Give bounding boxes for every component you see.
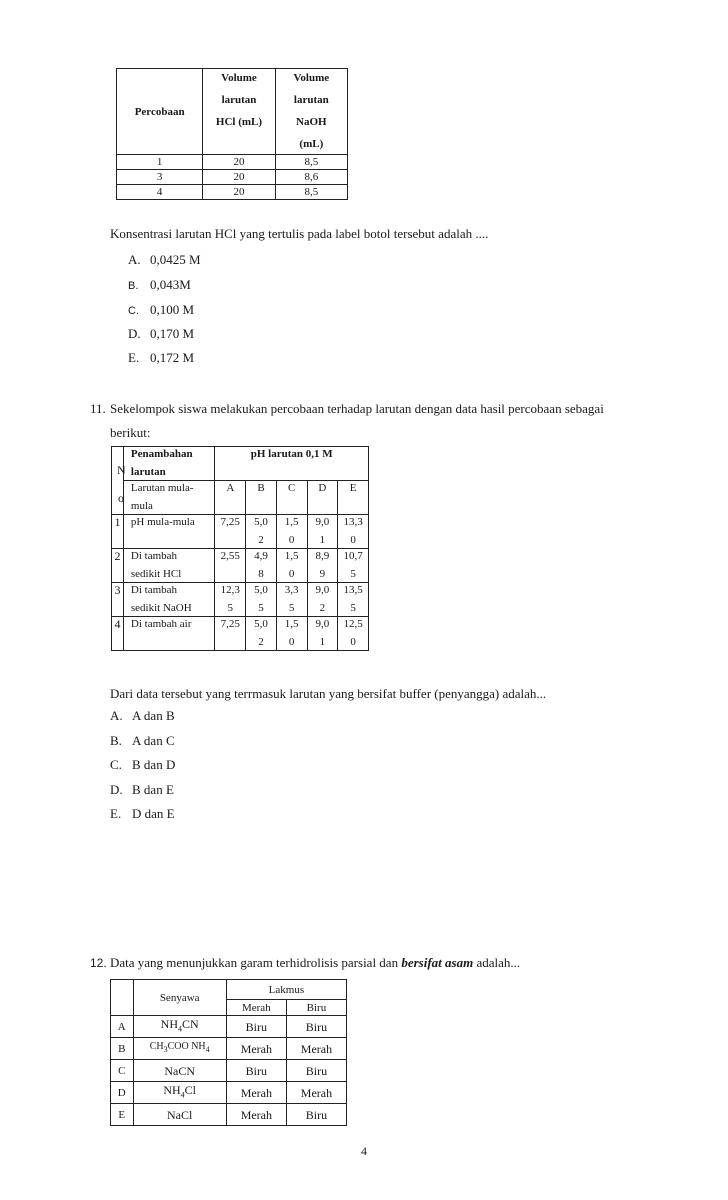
f-sub: 3 [163, 1045, 168, 1054]
subheader-first [123, 481, 215, 515]
table-row [111, 1082, 347, 1104]
q11-option-b[interactable] [110, 733, 175, 749]
blank-header [111, 980, 134, 1016]
col-c: C [276, 481, 307, 515]
cell-d-1: 9,0 [315, 584, 330, 596]
q11-option-e[interactable] [110, 806, 175, 822]
q10-option-c[interactable] [128, 302, 194, 318]
row-senyawa [133, 1016, 226, 1038]
header-ph [215, 447, 369, 481]
header-merah: Merah [226, 1000, 286, 1016]
cell-b-1: 5,0 [254, 584, 268, 596]
cell-a-1: 2,55 [220, 550, 240, 562]
table-row [112, 515, 369, 549]
header-percobaan [117, 69, 203, 155]
table-row [111, 1038, 347, 1060]
cell-d [307, 515, 338, 549]
option-text: A dan C [132, 733, 175, 748]
cell-d [307, 549, 338, 583]
cell-b-1: 4,9 [254, 550, 268, 562]
header-biru: Biru [286, 1000, 346, 1016]
cell-c-1: 3,3 [284, 584, 299, 596]
header-no-2: o [118, 491, 124, 505]
cell-b-2: 8 [258, 568, 264, 580]
option-text: D dan E [132, 806, 175, 821]
table-row [117, 185, 348, 200]
hcl-line-3: HCl (mL) [215, 116, 263, 128]
header-no-1: N [117, 463, 126, 477]
cell-a-2: 5 [227, 602, 234, 614]
cell-e [338, 549, 369, 583]
f-rest: CN [182, 1016, 199, 1031]
table-row [112, 583, 369, 617]
col-a: A [215, 481, 246, 515]
q12-text-emph: bersifat asam [401, 955, 474, 970]
option-letter: C. [128, 305, 139, 317]
row-senyawa [133, 1060, 226, 1082]
hcl-line-2: larutan [221, 94, 257, 106]
cell-naoh: 8,6 [275, 170, 347, 185]
cell-c-1: 1,5 [284, 618, 299, 630]
header-naoh [275, 69, 347, 155]
row-letter: E [111, 1104, 134, 1126]
f-sub2: 4 [205, 1045, 210, 1054]
cell-c-2: 0 [288, 568, 295, 580]
table-row [111, 1104, 347, 1126]
row-biru: Biru [286, 1060, 346, 1082]
cell-c-1: 1,5 [284, 550, 299, 562]
q11-line-1: Sekelompok siswa melakukan percobaan terhadap larutan dengan data hasil percobaan sebagai [110, 401, 604, 416]
table-row [111, 1060, 347, 1082]
header-percobaan-label: Percobaan [134, 105, 185, 118]
cell-d-2: 1 [319, 534, 326, 546]
sub-first-2: mula [130, 500, 153, 512]
cell-c-1: 1,5 [284, 516, 299, 528]
cell-a-1: 7,25 [220, 516, 240, 528]
cell-e-2: 0 [350, 534, 356, 546]
cell-b-1: 5,0 [254, 618, 268, 630]
cell-e-1: 13,5 [343, 584, 363, 596]
row-biru: Merah [286, 1082, 346, 1104]
naoh-line-3: NaOH [296, 116, 327, 128]
q10-question: Konsentrasi larutan HCl yang tertulis pada label botol tersebut adalah .... [110, 226, 489, 241]
row-letter: C [111, 1060, 134, 1082]
row-merah: Merah [226, 1104, 286, 1126]
option-letter: B. [110, 733, 122, 748]
cell-d-1: 9,0 [315, 516, 330, 528]
header-senyawa: Senyawa [133, 980, 226, 1016]
q12-number: 12. [90, 956, 107, 970]
cell-e [338, 583, 369, 617]
q10-option-e[interactable] [128, 350, 194, 366]
lakmus-table [110, 979, 347, 1126]
cell-e-1: 10,7 [343, 550, 363, 562]
row-label [123, 583, 215, 617]
cell-e-1: 13,3 [343, 516, 363, 528]
cell-b [246, 549, 277, 583]
row-label [123, 515, 215, 549]
cell-b-2: 2 [258, 534, 264, 546]
option-text: A dan B [132, 708, 175, 723]
q12-text-before: Data yang menunjukkan garam terhidrolisis parsial dan [110, 955, 402, 970]
row-label [123, 617, 215, 651]
cell-e-1: 12,5 [343, 618, 363, 630]
page-number: 4 [361, 1144, 367, 1158]
f-rest: Cl [184, 1082, 197, 1097]
cell-a [215, 583, 246, 617]
header-no [112, 447, 124, 515]
row-letter: D [111, 1082, 134, 1104]
row-letter: A [111, 1016, 134, 1038]
cell-c [276, 549, 307, 583]
option-letter: D. [128, 326, 141, 341]
cell-e-2: 0 [350, 636, 356, 648]
f-main: NaCl [167, 1107, 193, 1122]
option-text: 0,100 M [150, 302, 195, 317]
f-rest: COO NH [167, 1041, 206, 1052]
table-row [117, 155, 348, 170]
sub-first-1: Larutan mula- [130, 482, 194, 494]
cell-no: 1 [117, 155, 203, 170]
row-no: 3 [112, 583, 124, 617]
row-letter: B [111, 1038, 134, 1060]
option-letter: A. [128, 252, 141, 267]
row-label-1: Di tambah [130, 550, 178, 562]
naoh-line-2: larutan [293, 94, 329, 106]
cell-b-2: 5 [258, 602, 264, 614]
option-letter: D. [110, 782, 123, 797]
titration-table [116, 68, 348, 200]
q11-number: 11. [90, 401, 106, 416]
cell-e-2: 5 [350, 602, 356, 614]
option-letter: E. [128, 350, 140, 365]
option-text: 0,043M [150, 277, 191, 292]
cell-naoh: 8,5 [275, 185, 347, 200]
cell-d [307, 583, 338, 617]
row-no: 2 [112, 549, 124, 583]
cell-c [276, 583, 307, 617]
cell-b-2: 2 [258, 636, 264, 648]
f-main: NH [163, 1082, 181, 1097]
cell-e-2: 5 [350, 568, 356, 580]
row-label [123, 549, 215, 583]
cell-hcl: 20 [203, 185, 275, 200]
ph-table [111, 446, 369, 651]
cell-a-1: 7,25 [220, 618, 240, 630]
f-main: NH [160, 1016, 179, 1031]
q11-option-c[interactable] [110, 757, 175, 773]
cell-c-2: 5 [288, 602, 295, 614]
q11-line-2: berikut: [110, 425, 151, 440]
row-label-2: sedikit HCl [130, 568, 182, 580]
cell-b-1: 5,0 [254, 516, 268, 528]
f-sub: 4 [180, 1090, 185, 1100]
table-row [111, 1016, 347, 1038]
cell-d [307, 617, 338, 651]
row-biru: Merah [286, 1038, 346, 1060]
row-label-1: Di tambah air [130, 618, 192, 630]
cell-d-2: 2 [319, 602, 326, 614]
hcl-line-1: Volume [221, 72, 257, 84]
cell-hcl: 20 [203, 155, 275, 170]
f-sub: 4 [178, 1024, 183, 1034]
col-e: E [338, 481, 369, 515]
q12-text-after: adalah... [473, 955, 521, 970]
option-text: 0,0425 M [150, 252, 201, 267]
option-letter: A. [110, 708, 123, 723]
col-b: B [246, 481, 277, 515]
f-main: CH [149, 1041, 164, 1052]
cell-a-1: 12,3 [220, 584, 240, 596]
cell-c [276, 515, 307, 549]
cell-a [215, 617, 246, 651]
cell-a [215, 515, 246, 549]
row-senyawa [133, 1104, 226, 1126]
row-no: 1 [112, 515, 124, 549]
row-merah: Merah [226, 1082, 286, 1104]
cell-d-1: 9,0 [315, 618, 330, 630]
cell-b [246, 617, 277, 651]
cell-c-2: 0 [288, 636, 295, 648]
row-biru: Biru [286, 1016, 346, 1038]
penambahan-1: Penambahan [130, 448, 193, 460]
naoh-line-1: Volume [293, 72, 330, 84]
option-text: B dan D [132, 757, 176, 772]
row-label-1: Di tambah [130, 584, 178, 596]
table-row [112, 617, 369, 651]
col-d: D [307, 481, 338, 515]
cell-d-1: 8,9 [315, 550, 330, 562]
q12-question [110, 955, 520, 971]
header-lakmus: Lakmus [226, 980, 346, 1000]
cell-no: 4 [117, 185, 203, 200]
header-hcl [203, 69, 275, 155]
header-penambahan [123, 447, 215, 481]
row-senyawa [133, 1082, 226, 1104]
row-biru: Biru [286, 1104, 346, 1126]
table-row [112, 549, 369, 583]
q11-option-a[interactable] [110, 708, 175, 724]
cell-c [276, 617, 307, 651]
q10-option-a[interactable] [128, 252, 201, 268]
option-text: B dan E [132, 782, 174, 797]
table-row [117, 170, 348, 185]
row-merah: Merah [226, 1038, 286, 1060]
cell-b [246, 583, 277, 617]
row-label-2: sedikit NaOH [130, 602, 192, 614]
row-no: 4 [112, 617, 124, 651]
row-label-1: pH mula-mula [130, 516, 195, 528]
q11-option-d[interactable] [110, 782, 174, 798]
q10-option-b[interactable] [128, 277, 191, 293]
ph-header-label: pH larutan 0,1 M [250, 448, 333, 460]
f-main: NaCN [164, 1063, 196, 1078]
q11-question: Dari data tersebut yang terrmasuk larutan yang bersifat buffer (penyangga) adalah... [110, 686, 547, 701]
cell-no: 3 [117, 170, 203, 185]
cell-b [246, 515, 277, 549]
cell-e [338, 515, 369, 549]
penambahan-2: larutan [130, 466, 166, 478]
cell-e [338, 617, 369, 651]
option-text: 0,170 M [150, 326, 195, 341]
cell-naoh: 8,5 [275, 155, 347, 170]
naoh-line-4: (mL) [299, 138, 324, 150]
option-letter: E. [110, 806, 122, 821]
option-text: 0,172 M [150, 350, 195, 365]
row-merah: Biru [226, 1060, 286, 1082]
q10-option-d[interactable] [128, 326, 194, 342]
option-letter: C. [110, 757, 122, 772]
cell-a [215, 549, 246, 583]
row-merah: Biru [226, 1016, 286, 1038]
row-senyawa [133, 1038, 226, 1060]
option-letter: B. [128, 280, 139, 292]
cell-d-2: 1 [319, 636, 326, 648]
cell-d-2: 9 [319, 568, 326, 580]
cell-hcl: 20 [203, 170, 275, 185]
cell-c-2: 0 [288, 534, 295, 546]
